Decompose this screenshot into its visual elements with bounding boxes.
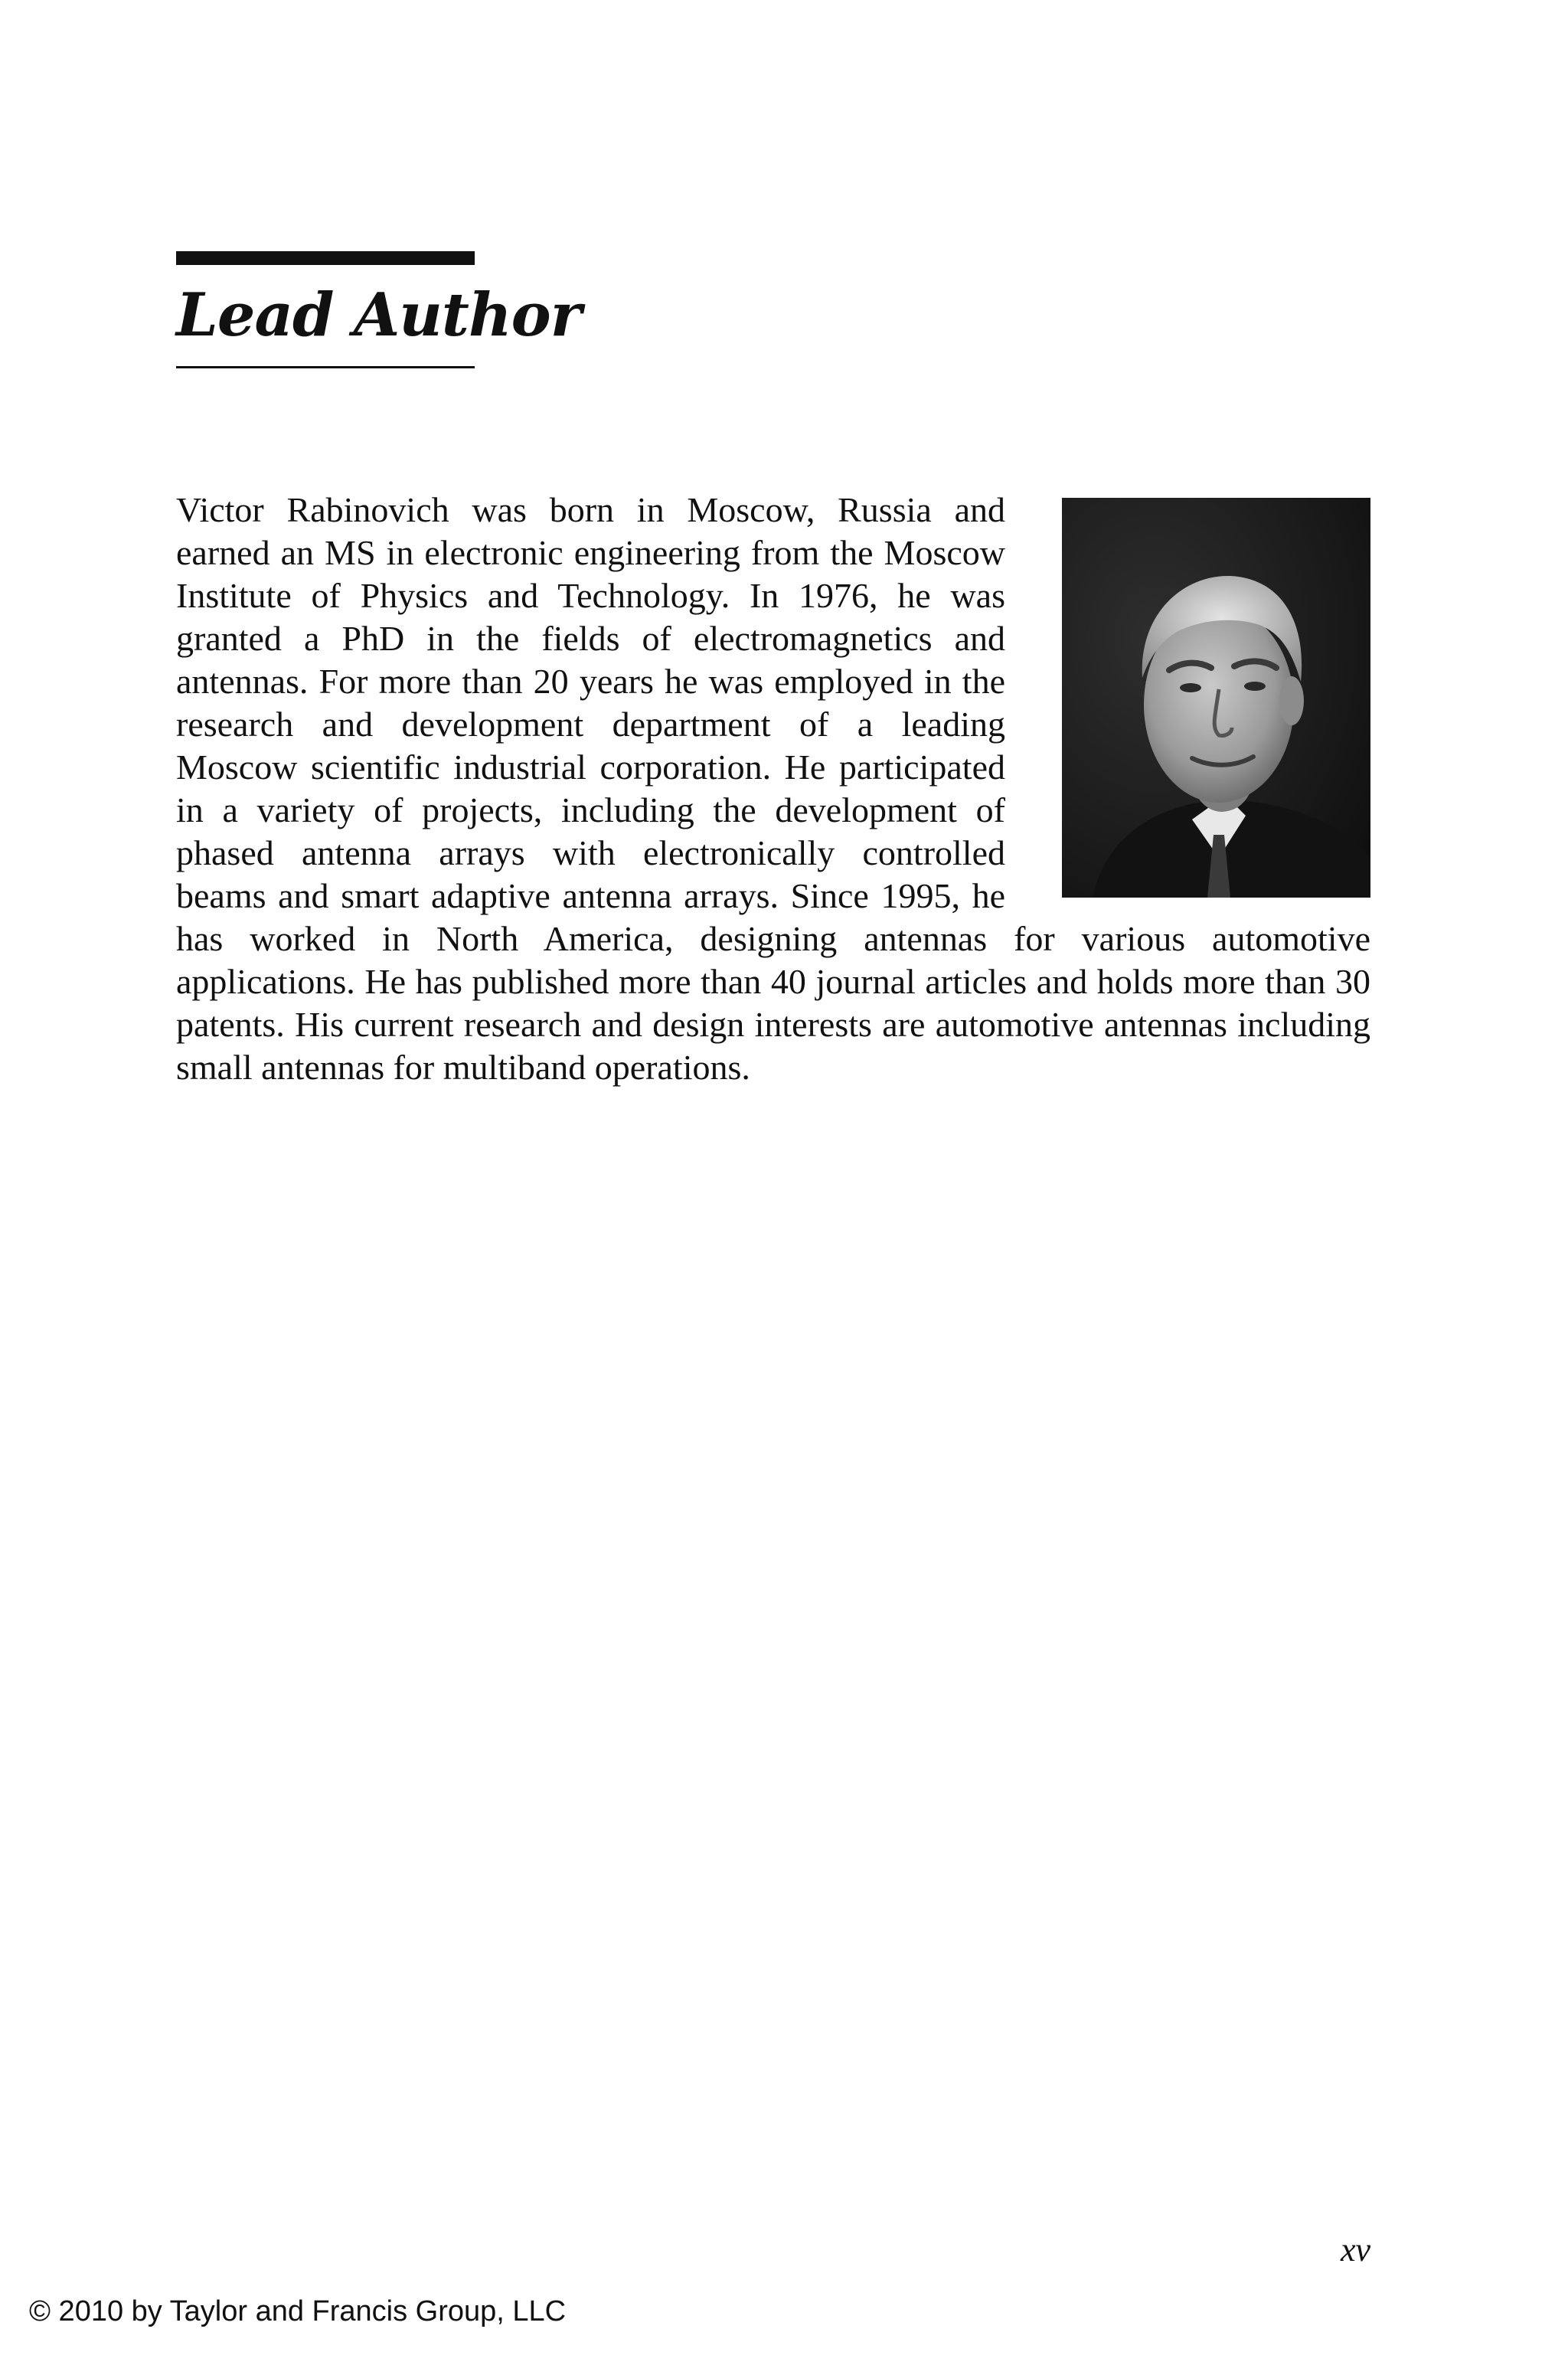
bio-section [176,489,1370,1089]
title-top-rule [176,251,475,265]
copyright-notice: © 2010 by Taylor and Francis Group, LLC [29,2295,567,2327]
author-portrait [1062,498,1370,898]
author-biography: Victor Rabinovich was born in Moscow, Russia and earned an MS in electronic engineering from the Moscow Institute of Physics and Technology. In 1976, he was granted a PhD in the fields of electromagnetics and antennas. For more than 20 years he was employed in the research and development department of a leading Moscow scientific industrial corporation. He participated in a variety of projects, including the development of phased antenna arrays with electronically controlled beams and smart adaptive antenna arrays. Since 1995, he has worked in North America, designing antennas for various automotive applications. He has published more than 40 journal articles and holds more than 30 patents. His current research and design interests are automotive antennas including small antennas for multiband operations. [176,490,1370,1087]
page-title: Lead Author [176,280,581,350]
portrait-photo-illustration [1062,498,1370,898]
page-number: xv [1340,2231,1370,2269]
title-underline [176,366,475,368]
